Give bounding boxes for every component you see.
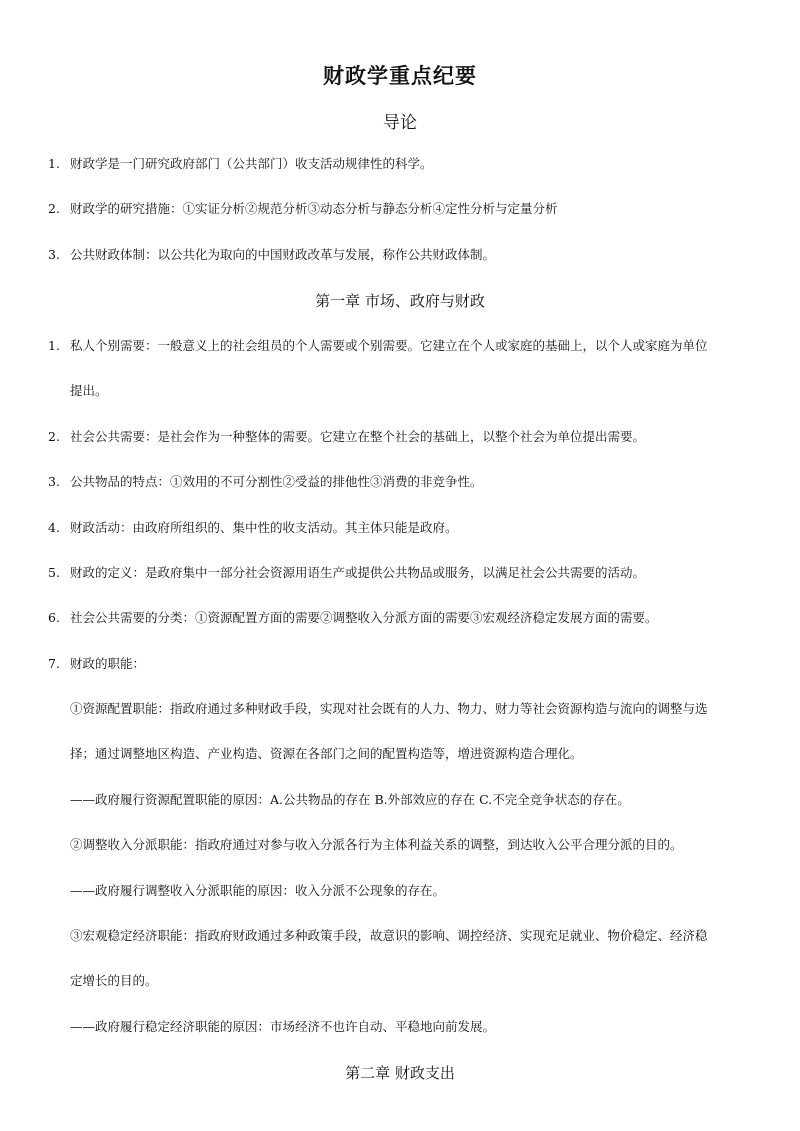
list-item-number: 4. [48, 520, 60, 535]
section-heading-chapter-1: 第一章 市场、政府与财政 [315, 292, 485, 310]
document-title: 财政学重点纪要 [323, 63, 477, 88]
section-heading-chapter-2: 第二章 财政支出 [345, 1064, 455, 1082]
paragraph-line: ②调整收入分派职能：指政府通过对参与收入分派各行为主体利益关系的调整，到达收入公平合理分派的目的。 [70, 837, 683, 852]
list-item-number: 3. [48, 474, 60, 489]
list-item-number: 2. [48, 429, 60, 444]
list-item-text: 社会公共需要的分类：①资源配置方面的需要②调整收入分派方面的需要③宏观经济稳定发展方面的需要。 [70, 610, 658, 625]
paragraph-line: ——政府履行资源配置职能的原因：A.公共物品的存在 B.外部效应的存在 C.不完全竞争状态的存在。 [70, 792, 630, 807]
list-item-text: 财政学是一门研究政府部门（公共部门）收支活动规律性的科学。 [70, 156, 433, 171]
list-item-text: 社会公共需要：是社会作为一种整体的需要。它建立在整个社会的基础上，以整个社会为单位提出需要。 [70, 429, 646, 444]
list-item-number: 3. [48, 247, 60, 262]
section-heading-intro: 导论 [383, 113, 417, 133]
paragraph-line: ——政府履行调整收入分派职能的原因：收入分派不公现象的存在。 [70, 883, 446, 898]
paragraph-line: ——政府履行稳定经济职能的原因：市场经济不也许自动、平稳地向前发展。 [70, 1019, 496, 1034]
list-item-text: 私人个别需要：一般意义上的社会组员的个人需要或个别需要。它建立在个人或家庭的基础上，以个人或家庭为单位 [70, 338, 708, 353]
list-item-text: 财政活动：由政府所组织的、集中性的收支活动。其主体只能是政府。 [70, 520, 458, 535]
list-item-number: 1. [48, 338, 60, 353]
paragraph-line: ①资源配置职能：指政府通过多种财政手段，实现对社会既有的人力、物力、财力等社会资源构造与流向的调整与选 [70, 701, 708, 716]
list-item-number: 2. [48, 201, 60, 216]
paragraph-line: 择；通过调整地区构造、产业构造、资源在各部门之间的配置构造等，增进资源构造合理化。 [70, 746, 583, 761]
list-item-text: 公共财政体制：以公共化为取向的中国财政改革与发展，称作公共财政体制。 [70, 247, 496, 262]
list-item-number: 1. [48, 156, 60, 171]
list-item-text: 财政的职能： [70, 656, 146, 671]
list-item-text: 财政的定义：是政府集中一部分社会资源用语生产或提供公共物品或服务，以满足社会公共需要的活动。 [70, 565, 646, 580]
list-item-number: 7. [48, 656, 60, 671]
list-item-number: 5. [48, 565, 60, 580]
list-item-text: 财政学的研究措施：①实证分析②规范分析③动态分析与静态分析④定性分析与定量分析 [70, 201, 558, 216]
paragraph-line: ③宏观稳定经济职能：指政府财政通过多种政策手段，故意识的影响、调控经济、实现充足就业、物价稳定、经济稳 [70, 928, 708, 943]
list-item-number: 6. [48, 610, 60, 625]
list-item-continuation: 提出。 [70, 383, 108, 398]
paragraph-line: 定增长的目的。 [70, 973, 158, 988]
list-item-text: 公共物品的特点：①效用的不可分割性②受益的排他性③消费的非竞争性。 [70, 474, 483, 489]
